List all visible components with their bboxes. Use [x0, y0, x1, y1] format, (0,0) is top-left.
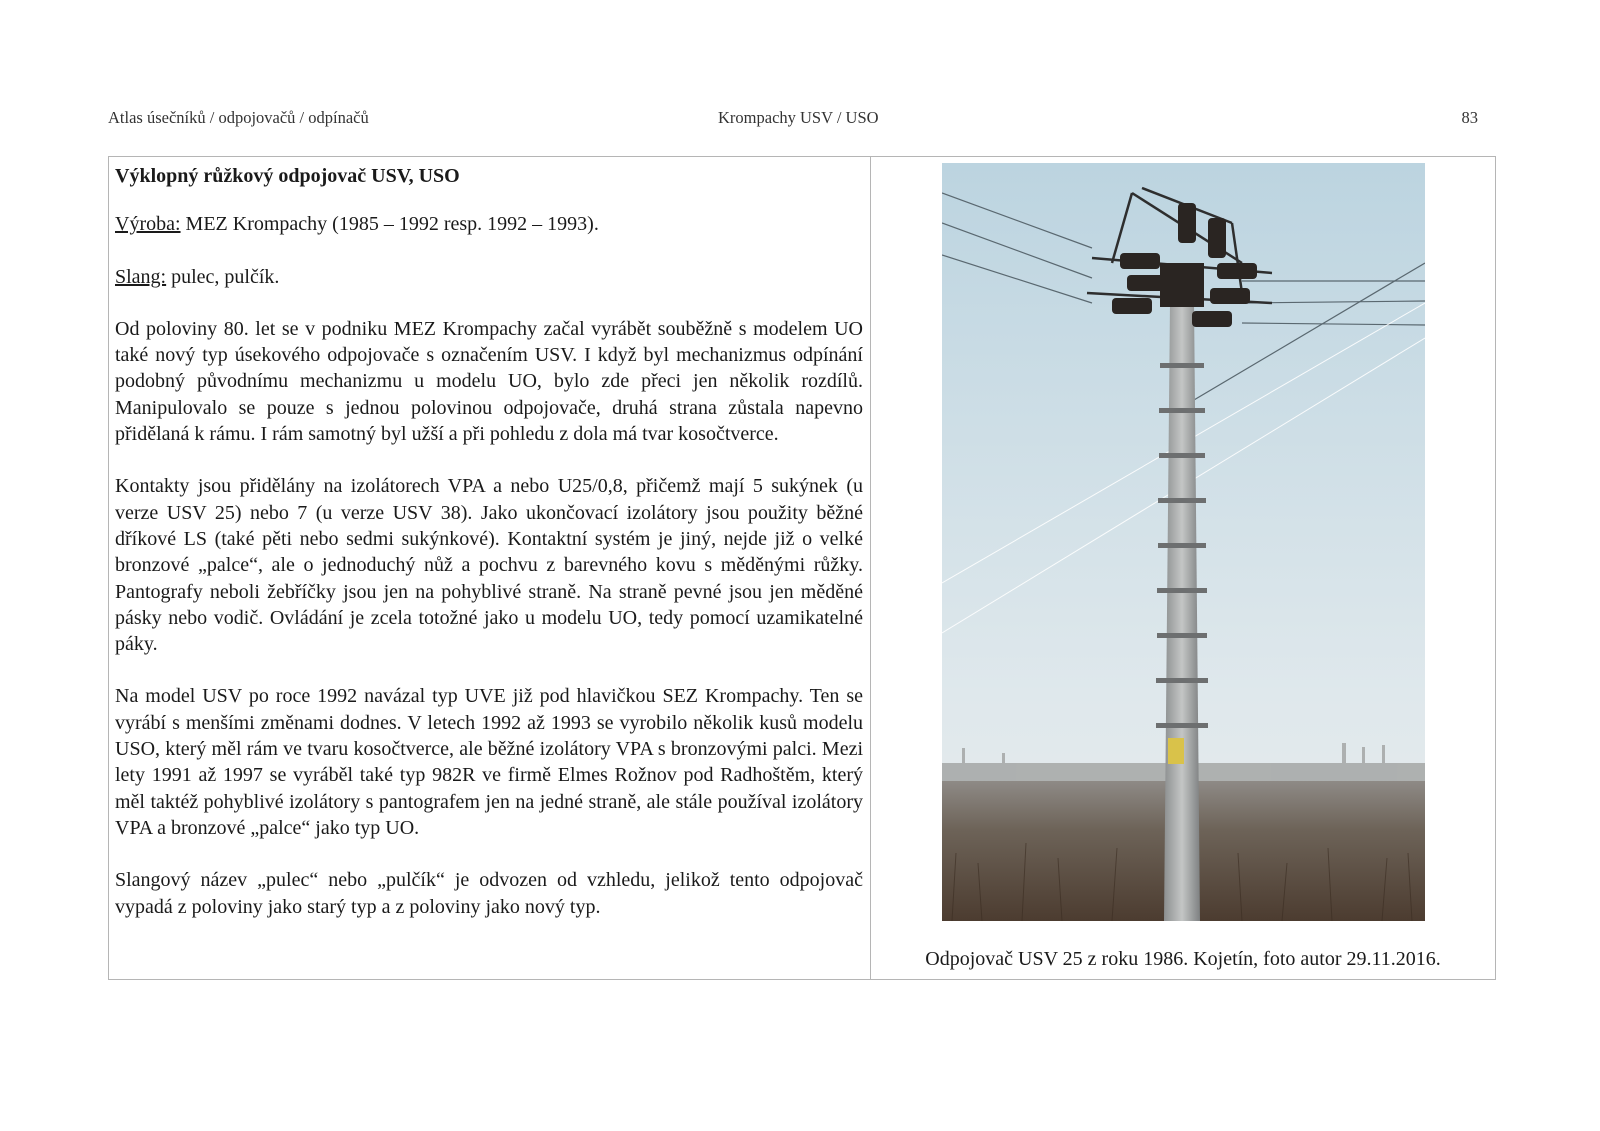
paragraph: Na model USV po roce 1992 navázal typ UVE již pod hlavičkou SEZ Krompachy. Ten se vyrábí s menšími změnami dodnes. V letech 1992 až 1993 se vyrobilo několik kusů modelu USO, který měl rám ve tvaru kosočtverce, ale běžné izolátory VPA s bronzovými palci. Mezi lety 1991 až 1997 se vyráběl také typ 982R ve firmě Elmes Rožnov pod Radhoštěm, který měl taktéž pohyblivé izolátory s pantografem jen na jedné straně, ale stále používal izolátory VPA a bronzové „palce“ jako typ UO. [115, 685, 863, 839]
photo-caption: Odpojovač USV 25 z roku 1986. Kojetín, foto autor 29.11.2016. [925, 948, 1441, 970]
page-header [108, 108, 1478, 132]
header-section-title: Krompachy USV / USO [718, 108, 879, 127]
production-line [115, 211, 863, 237]
slang-value: pulec, pulčík. [166, 265, 280, 288]
production-label: Výroba: [115, 213, 181, 236]
article-title: Výklopný růžkový odpojovač USV, USO [115, 165, 460, 187]
concrete-pole [1164, 303, 1200, 921]
paragraph: Od poloviny 80. let se v podniku MEZ Krompachy začal vyrábět souběžně s modelem UO také nový typ úsekového odpojovače s označením USV. I když byl mechanizmus odpínání podobný původnímu mechanizmu u modelu UO, bylo zde přeci jen několik rozdílů. Manipulovalo se pouze s jednou polovinou odpojovače, druhá strana zůstala napevno přidělaná k rámu. I rám samotný byl užší a při pohledu z dola má tvar kosočtverce. [115, 317, 863, 446]
production-value: MEZ Krompachy (1985 – 1992 resp. 1992 – 1993). [180, 213, 599, 236]
power-pole-illustration [942, 163, 1425, 921]
slang-line [115, 264, 863, 290]
slang-label: Slang: [115, 265, 167, 288]
page-number: 83 [1461, 108, 1478, 127]
content-frame [108, 156, 1496, 980]
warning-sign [1168, 738, 1184, 764]
article-text [115, 163, 863, 946]
paragraph: Slangový název „pulec“ nebo „pulčík“ je odvozen od vzhledu, jelikož tento odpojovač vypadá z poloviny jako starý typ a z poloviny jako nový typ. [115, 869, 863, 918]
paragraph: Kontakty jsou přidělány na izolátorech VPA a nebo U25/0,8, přičemž mají 5 sukýnek (u verze USV 25) nebo 7 (u verze USV 38). Jako ukončovací izolátory jsou použity běžné dříkové LS (také pěti nebo sedmi sukýnkové). Kontaktní systém je jiný, nejde již o velké bronzové „palce“, ale o jednoduchý nůž a pochvu z barevného kovu s měděnými růžky. Pantografy neboli žebříčky jsou jen na pohyblivé straně. Na straně pevné jsou jen měděné pásky nebo vodič. Ovládání je zcela totožné jako u modelu UO, tedy pomocí uzamikatelné páky. [115, 475, 863, 656]
disconnector-photo [942, 163, 1425, 921]
header-atlas-title: Atlas úsečníků / odpojovačů / odpínačů [108, 108, 369, 127]
column-divider [870, 157, 871, 979]
